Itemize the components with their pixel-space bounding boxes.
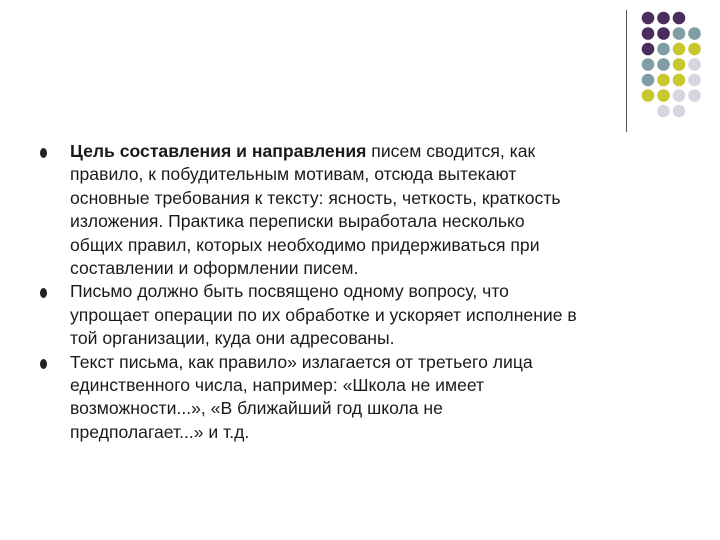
decor-dot (673, 27, 686, 40)
text-line: единственного числа, например: «Школа не имеет (70, 375, 485, 396)
text-line: предполагает...» и т.д. (70, 421, 250, 442)
decor-dot (657, 58, 670, 71)
decor-dot (657, 27, 670, 40)
text-line: Текст письма, как правило» излагается от третьего лица (70, 351, 533, 372)
decor-dot (657, 89, 670, 102)
text-line: правило, к побудительным мотивам, отсюда вытекают (70, 164, 517, 185)
list-item (40, 351, 700, 445)
bullet-list (40, 140, 700, 444)
decor-dot (657, 74, 670, 87)
decor-dot (642, 12, 655, 25)
decor-dot (642, 89, 655, 102)
decorative-vertical-line (626, 10, 627, 132)
decor-dot (688, 43, 701, 56)
decor-dot (657, 43, 670, 56)
text-line: изложения. Практика переписки выработала несколько (70, 211, 525, 232)
decor-dot (673, 12, 686, 25)
item-text (70, 352, 533, 442)
bullet-icon (40, 148, 47, 158)
text-line: возможности...», «В ближайший год школа не (70, 398, 443, 419)
decor-dot (673, 74, 686, 87)
decorative-dot-grid (640, 10, 720, 120)
decor-dot (642, 58, 655, 71)
text-line: Письмо должно быть посвящено одному вопросу, что (70, 281, 509, 302)
list-item (40, 280, 700, 350)
bullet-icon (40, 359, 47, 369)
bullet-icon (40, 288, 47, 298)
item-text (70, 141, 561, 278)
decor-dot (657, 12, 670, 25)
list-item (40, 140, 700, 280)
text-line: основные требования к тексту: ясность, четкость, краткость (70, 187, 561, 208)
text-line: писем сводится, как (366, 141, 536, 161)
decor-dot (673, 58, 686, 71)
decor-dot (673, 89, 686, 102)
text-line: составлении и оформлении писем. (70, 258, 359, 279)
decor-dot (657, 105, 670, 118)
decor-dot (688, 58, 701, 71)
item-text (70, 281, 577, 348)
text-line: той организации, куда они адресованы. (70, 328, 395, 349)
decor-dot (673, 105, 686, 118)
decor-dot (642, 43, 655, 56)
bold-heading: Цель составления и направления (70, 141, 367, 161)
decor-dot (642, 74, 655, 87)
decor-dot (688, 74, 701, 87)
text-line: упрощает операции по их обработке и ускоряет исполнение в (70, 304, 577, 325)
decor-dot (688, 27, 701, 40)
decor-dot (642, 27, 655, 40)
text-line: общих правил, которых необходимо придерживаться при (70, 234, 540, 255)
decor-dot (688, 89, 701, 102)
decor-dot (673, 43, 686, 56)
